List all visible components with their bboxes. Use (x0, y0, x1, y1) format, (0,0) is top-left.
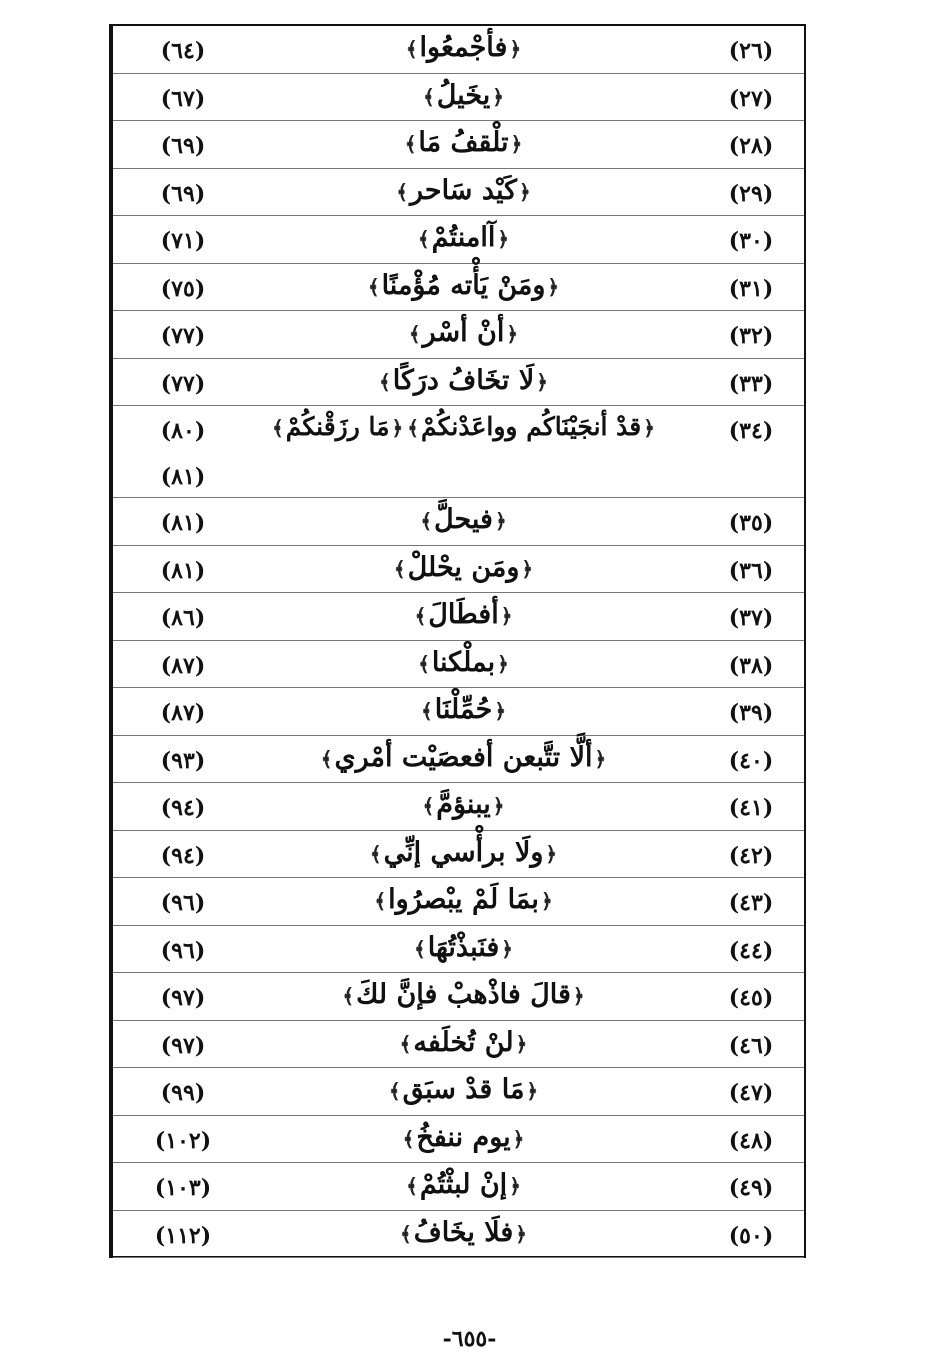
table-row (113, 1021, 804, 1069)
bracket-ornament-icon: ﴿ (494, 509, 507, 533)
page-reference: (٨١) (160, 557, 206, 584)
bracket-ornament-icon: ﴾ (342, 984, 355, 1008)
bracket-ornament-icon: ﴾ (379, 369, 391, 394)
entry-number: (٤٨) (728, 1127, 774, 1154)
table-row (113, 546, 804, 594)
quran-word-text: فنَبذْتُهَا (427, 931, 500, 963)
quran-word (233, 599, 694, 630)
quran-word-text: مَا قدْ سبَق (402, 1074, 525, 1105)
bracket-ornament-icon: ﴿ (515, 1221, 527, 1246)
bracket-ornament-icon: ﴾ (406, 1174, 418, 1198)
page-reference: (٧٥) (160, 275, 206, 302)
bracket-ornament-icon: ﴾ (399, 1221, 412, 1246)
table-row (113, 1116, 804, 1164)
bracket-ornament-icon: ﴾ (420, 699, 433, 723)
quran-word-text: ومَن يحْللْ (407, 551, 520, 583)
bracket-ornament-icon: ﴿ (391, 416, 404, 440)
table-row (113, 26, 804, 74)
bracket-ornament-icon: ﴾ (374, 889, 387, 913)
quran-word-text: ومَنْ يَأْته مُؤْمنًا (381, 269, 546, 301)
bracket-ornament-icon: ﴿ (497, 227, 510, 251)
quran-word (233, 552, 694, 583)
bracket-ornament-icon: ﴾ (418, 651, 430, 676)
quran-word (233, 884, 694, 915)
bracket-ornament-icon: ﴾ (399, 1031, 412, 1056)
bracket-ornament-icon: ﴿ (594, 746, 607, 771)
table-row (113, 973, 804, 1021)
bracket-ornament-icon: ﴿ (492, 84, 504, 109)
table-row (113, 926, 804, 974)
quran-word (233, 127, 694, 158)
bracket-ornament-icon: ﴾ (396, 179, 408, 204)
bracket-ornament-icon: ﴾ (414, 936, 426, 961)
quran-word (233, 932, 694, 963)
bracket-ornament-icon: ﴾ (423, 84, 435, 109)
bracket-ornament-icon: ﴿ (515, 1031, 528, 1056)
quran-word (233, 32, 694, 63)
quran-word (233, 222, 694, 253)
entry-number: (٤٠) (728, 747, 774, 774)
bracket-ornament-icon: ﴿ (492, 794, 505, 818)
quran-word-text: ولَا برأْسي إنِّي (383, 836, 544, 868)
page-reference: (٧٧) (160, 370, 206, 397)
quran-word-text: أنْ أسْر (422, 317, 505, 348)
entry-number: (٣٩) (728, 700, 774, 726)
page-reference: (٦٧) (160, 85, 206, 112)
entry-number: (٣٢) (728, 323, 774, 349)
quran-word-text: مَا رزَقْنكُمْ (285, 412, 390, 441)
page-reference: (٦٩) (160, 180, 206, 207)
table-row (113, 406, 804, 498)
quran-word (233, 317, 694, 348)
bracket-ornament-icon: ﴾ (420, 509, 433, 533)
quran-word (243, 412, 684, 441)
bracket-ornament-icon: ﴿ (521, 556, 534, 581)
bracket-ornament-icon: ﴿ (545, 841, 558, 866)
quran-word-text: فأجْمعُوا (419, 32, 508, 63)
quran-word (233, 837, 694, 868)
table-row (113, 783, 804, 831)
page-reference: (١٠٣) (154, 1175, 212, 1201)
entry-number: (٤٦) (728, 1032, 774, 1059)
bracket-ornament-icon: ﴿ (526, 1079, 539, 1103)
quran-word-text: حُمِّلْنَا (434, 694, 493, 725)
table-row (113, 1068, 804, 1116)
table-row (113, 121, 804, 169)
page-reference: (٨١) (160, 510, 206, 536)
table-row (113, 169, 804, 217)
quran-word (233, 1122, 694, 1153)
page-reference: (٩٦) (160, 890, 206, 916)
index-table-frame (109, 24, 806, 1258)
quran-word (233, 694, 694, 725)
bracket-ornament-icon: ﴿ (512, 1126, 525, 1151)
bracket-ornament-icon: ﴾ (405, 37, 418, 61)
entry-number: (٤٣) (728, 890, 774, 916)
page-number: -٦٥٥- (442, 1326, 497, 1352)
entry-number: (٣٦) (728, 557, 774, 584)
entry-number: (٣٤) (728, 418, 774, 444)
quran-word-text: آامنتُمْ (431, 222, 496, 253)
page-reference: (٩٧) (160, 985, 206, 1011)
bracket-ornament-icon: ﴾ (417, 227, 430, 251)
bracket-ornament-icon: ﴿ (519, 179, 531, 204)
quran-word-text: قدْ أنجَيْنَاكُم وواعَدْنكُمْ (420, 412, 642, 441)
entry-number: (٤٩) (728, 1175, 774, 1201)
page-reference: (٧٧) (160, 323, 206, 349)
bracket-ornament-icon: ﴿ (497, 651, 509, 676)
page-reference: (٩٦) (160, 937, 206, 964)
entry-number: (٣٨) (728, 652, 774, 679)
bracket-ornament-icon: ﴿ (536, 369, 548, 394)
quran-word (233, 742, 694, 773)
bracket-ornament-icon: ﴾ (369, 841, 382, 866)
quran-word-text: فلَا يخَافُ (413, 1216, 514, 1248)
quran-word (233, 365, 694, 396)
entry-number: (٣٧) (728, 605, 774, 631)
page-reference: (٨١) (160, 464, 206, 490)
bracket-ornament-icon: ﴾ (320, 746, 333, 771)
entry-number: (٢٩) (728, 180, 774, 207)
entry-number: (٤١) (728, 795, 774, 821)
bracket-ornament-icon: ﴾ (414, 604, 427, 628)
page-reference: (١١٢) (154, 1222, 212, 1249)
quran-word-text: لَا تخَافُ درَكًا (392, 364, 535, 396)
bracket-ornament-icon: ﴾ (393, 556, 406, 581)
bracket-ornament-icon: ﴾ (407, 416, 419, 440)
quran-word (233, 1169, 694, 1200)
quran-word-text: يوم ننفخُ (416, 1121, 511, 1153)
bracket-ornament-icon: ﴿ (494, 699, 507, 723)
quran-word (233, 979, 694, 1010)
table-row (113, 878, 804, 926)
table-row (113, 311, 804, 359)
bracket-ornament-icon: ﴿ (509, 37, 522, 61)
entry-number: (٢٧) (728, 85, 774, 112)
bracket-ornament-icon: ﴾ (367, 274, 380, 299)
quran-word (233, 1027, 694, 1058)
page-reference: (٩٤) (160, 795, 206, 821)
quran-word-text: بمَا لَمْ يبْصرُوا (388, 884, 539, 915)
table-row (113, 736, 804, 784)
table-row (113, 264, 804, 312)
page-reference: (١٠٢) (154, 1127, 212, 1154)
quran-word-text: فيحلَّ (434, 504, 493, 535)
bracket-ornament-icon: ﴿ (509, 1174, 521, 1198)
table-row (113, 74, 804, 122)
bracket-ornament-icon: ﴿ (540, 889, 553, 913)
bracket-ornament-icon: ﴿ (500, 604, 513, 628)
quran-word (233, 789, 694, 820)
table-row (113, 359, 804, 407)
entry-number: (٥٠) (728, 1222, 774, 1249)
entry-number: (٤٢) (728, 842, 774, 869)
bracket-ornament-icon: ﴿ (506, 322, 519, 346)
quran-word-text: أفطَالَ (428, 599, 499, 630)
entry-number: (٤٤) (728, 937, 774, 964)
quran-word (233, 647, 694, 678)
bracket-ornament-icon: ﴾ (272, 416, 284, 440)
quran-word-text: تلْقفُ مَا (418, 127, 509, 158)
bracket-ornament-icon: ﴾ (422, 794, 435, 818)
entry-number: (٢٨) (728, 133, 774, 159)
bracket-ornament-icon: ﴿ (643, 416, 655, 440)
page-reference: (٨٠) (160, 418, 206, 444)
page-reference: (٨٧) (160, 652, 206, 679)
page-reference: (٦٩) (160, 133, 206, 159)
bracket-ornament-icon: ﴾ (402, 1126, 415, 1151)
table-row (113, 593, 804, 641)
bracket-ornament-icon: ﴿ (501, 936, 513, 961)
entry-number: (٣٣) (728, 370, 774, 397)
quran-word (233, 175, 694, 206)
bracket-ornament-icon: ﴿ (572, 984, 585, 1008)
entry-number: (٤٥) (728, 985, 774, 1011)
quran-word (233, 504, 694, 535)
bracket-ornament-icon: ﴾ (408, 322, 421, 346)
bracket-ornament-icon: ﴿ (510, 132, 523, 156)
quran-word (233, 270, 694, 301)
table-row (113, 498, 804, 546)
quran-word-text: يخَيلُ (436, 79, 491, 111)
page-reference: (٩٧) (160, 1032, 206, 1059)
table-row (113, 641, 804, 689)
quran-word-text: بملْكنا (431, 646, 496, 678)
page-reference: (٩٣) (160, 747, 206, 774)
table-row (113, 216, 804, 264)
page-reference: (٩٤) (160, 842, 206, 869)
quran-word-text: كَيْد سَاحر (409, 174, 517, 206)
entry-number: (٣١) (728, 275, 774, 302)
quran-word (233, 1217, 694, 1248)
page-reference: (٨٦) (160, 605, 206, 631)
entry-number: (٣٥) (728, 510, 774, 536)
bracket-ornament-icon: ﴾ (404, 132, 417, 156)
quran-word (233, 1074, 694, 1105)
quran-word-text: يبنؤمَّ (436, 789, 491, 820)
table-row (113, 831, 804, 879)
quran-word-text: لنْ تُخلَفه (413, 1026, 514, 1058)
quran-word-text: إنْ لبثْتُمْ (419, 1169, 508, 1200)
table-row (113, 1211, 804, 1259)
page-reference: (٦٤) (160, 38, 206, 64)
table-row (113, 688, 804, 736)
quran-word-text: ألَّا تتَّبعن أفعصَيْت أمْري (334, 741, 593, 773)
bracket-ornament-icon: ﴾ (388, 1079, 401, 1103)
page-reference: (٧١) (160, 228, 206, 254)
bracket-ornament-icon: ﴿ (547, 274, 560, 299)
table-row (113, 1163, 804, 1211)
entry-number: (٣٠) (728, 228, 774, 254)
entry-number: (٤٧) (728, 1080, 774, 1106)
page-reference: (٩٩) (160, 1080, 206, 1106)
page-reference: (٨٧) (160, 700, 206, 726)
quran-word (233, 80, 694, 111)
entry-number: (٢٦) (728, 38, 774, 64)
quran-word-text: قالَ فاذْهبْ فإنَّ لكَ (356, 979, 571, 1010)
